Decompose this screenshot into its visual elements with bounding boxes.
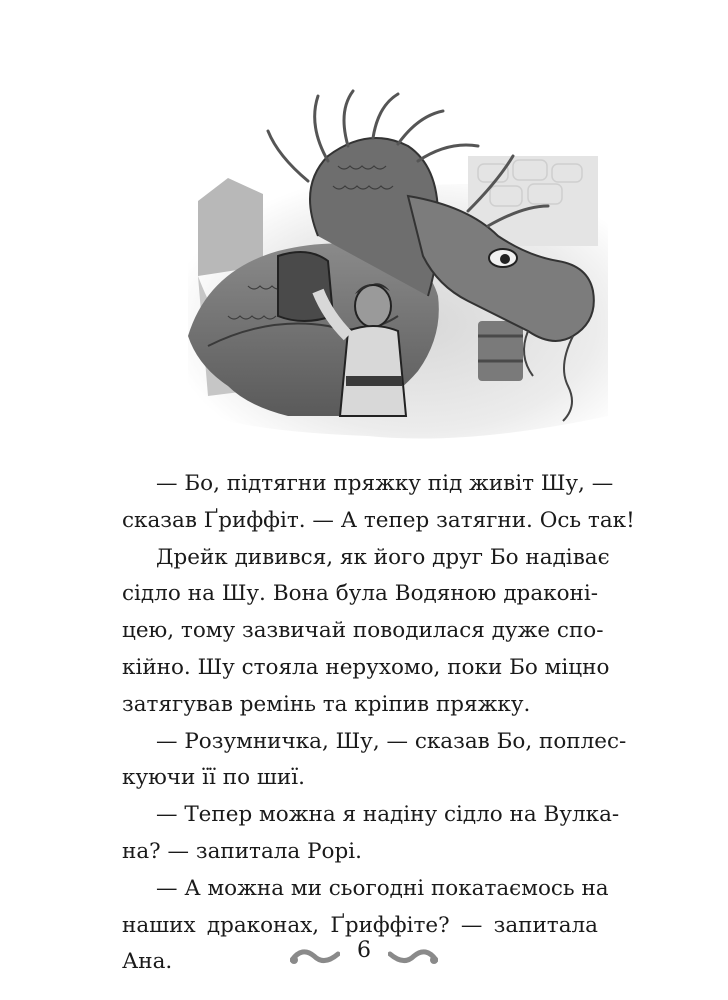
page-footer <box>0 928 728 988</box>
text-line: — А можна ми сьогодні покатаємось на <box>156 875 609 901</box>
text-line: — Бо, підтягни пряжку під живіт Шу, — <box>156 471 614 496</box>
text-line: сідло на Шу. Вона була Водяною драконі- <box>122 581 598 607</box>
text-line: цею, тому зазвичай поводилася дуже спо- <box>122 618 604 644</box>
text-line: кійно. Шу стояла нерухомо, поки Бо міцно <box>122 654 610 680</box>
text-line: — Тепер можна я надіну сідло на Вулка- <box>156 802 620 828</box>
text-line: Ана. <box>122 949 173 975</box>
paragraph-3 <box>122 724 627 798</box>
text-line: Дрейк дивився, як його друг Бо надіває <box>156 544 610 570</box>
text-line: куючи її по шиї. <box>122 765 305 791</box>
paragraph-2 <box>122 540 610 724</box>
text-line: сказав Ґриффіт. — А тепер затягни. Ось так! <box>122 507 635 533</box>
text-line: наших драконах, Ґриффіте? — запитала <box>122 912 598 938</box>
page-number: 6 <box>357 938 371 963</box>
right-swirl-ornament-icon <box>388 942 438 972</box>
text-line: — Розумничка, Шу, — сказав Бо, поплес- <box>156 728 627 754</box>
left-swirl-ornament-icon <box>290 942 340 972</box>
story-text <box>122 466 635 981</box>
dragon-illustration <box>168 86 618 446</box>
text-line: затягував ремінь та кріпив пряжку. <box>122 691 531 717</box>
paragraph-1 <box>122 466 635 540</box>
text-line: на? — запитала Рорі. <box>122 838 362 864</box>
paragraph-4 <box>122 797 620 871</box>
